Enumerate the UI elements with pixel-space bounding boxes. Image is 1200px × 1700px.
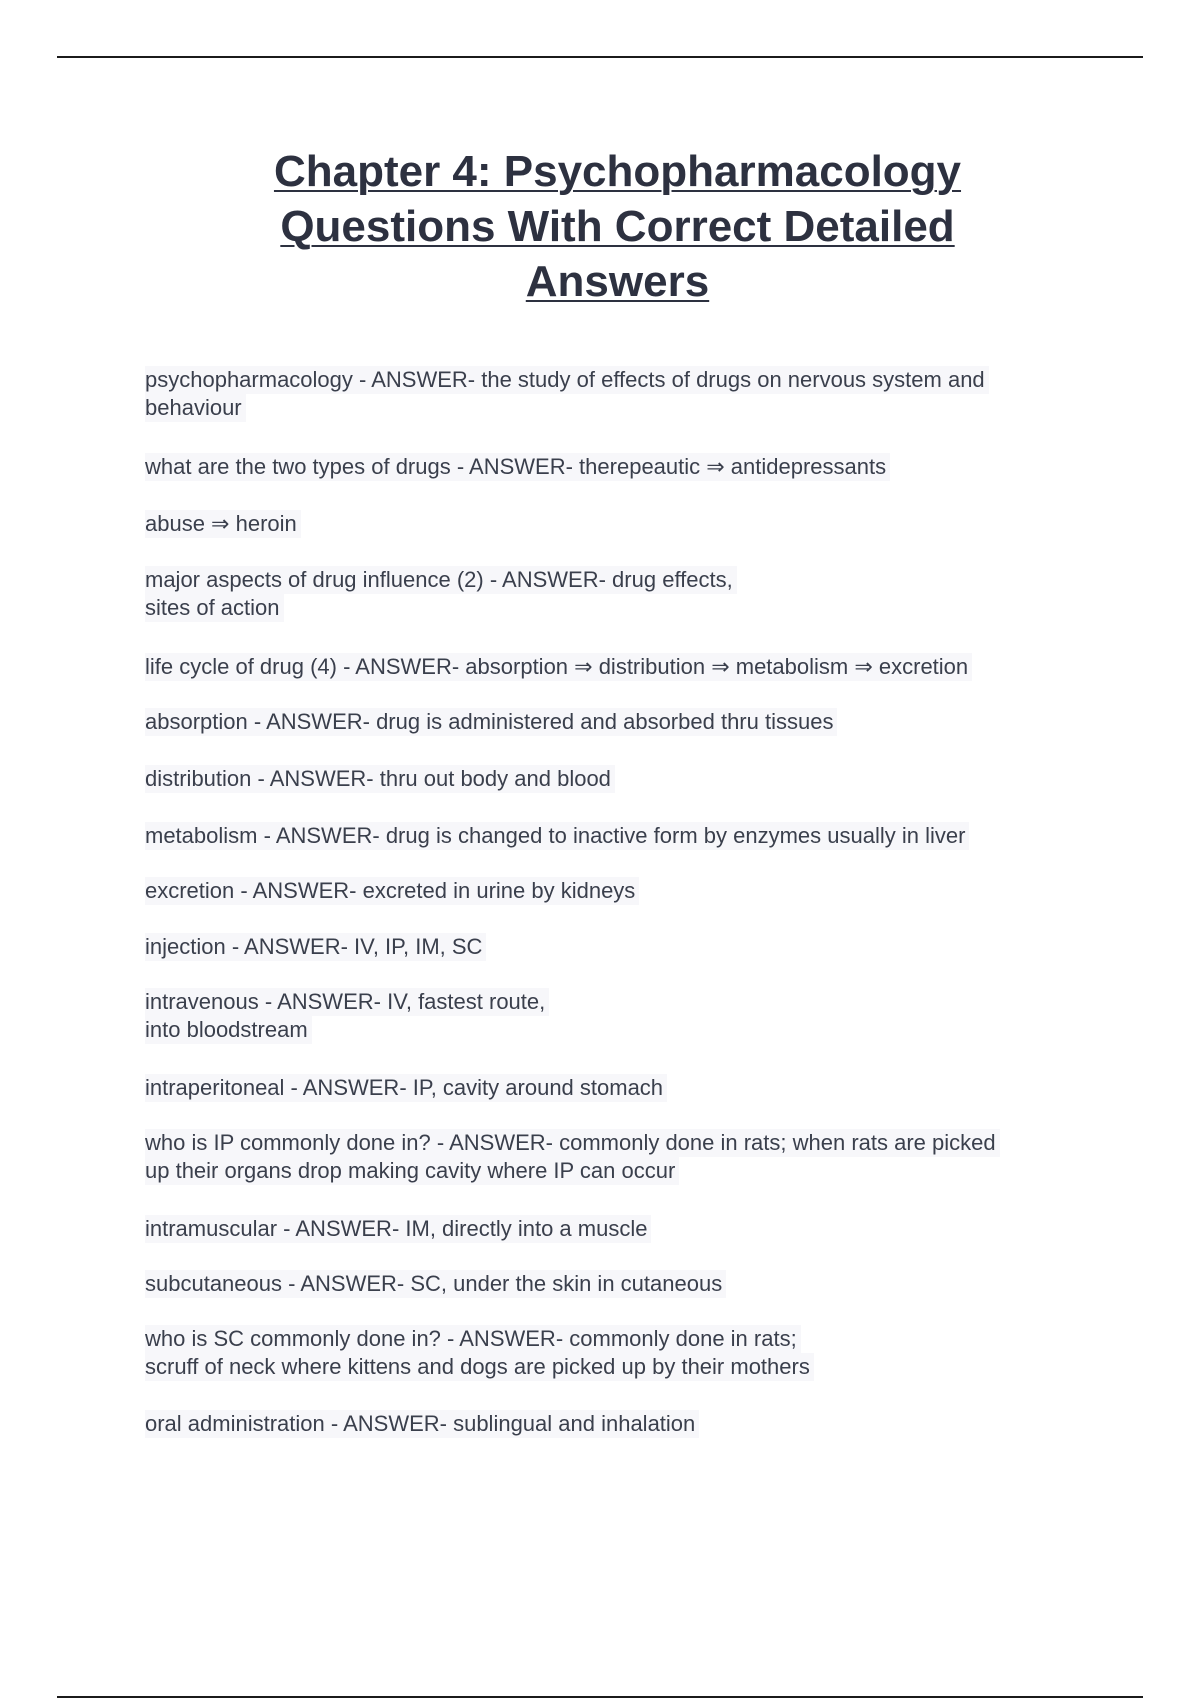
title-line-3: Answers: [525, 257, 710, 306]
qa-text-line: abuse ⇒ heroin: [145, 510, 301, 538]
qa-text-line: life cycle of drug (4) - ANSWER- absorption ⇒ distribution ⇒ metabolism ⇒ excretion: [145, 653, 972, 681]
qa-text-line: up their organs drop making cavity where IP can occur: [145, 1157, 679, 1185]
qa-text-line: who is SC commonly done in? - ANSWER- commonly done in rats;: [145, 1325, 801, 1353]
qa-text-line: who is IP commonly done in? - ANSWER- commonly done in rats; when rats are picked: [145, 1129, 1000, 1157]
qa-entry: [145, 366, 989, 422]
qa-entry: [145, 566, 737, 622]
qa-text-line: psychopharmacology - ANSWER- the study of effects of drugs on nervous system and: [145, 366, 989, 394]
qa-entry: [145, 653, 972, 681]
bottom-rule: [57, 1696, 1143, 1698]
qa-text-line: absorption - ANSWER- drug is administered and absorbed thru tissues: [145, 708, 837, 736]
qa-entry: [145, 1410, 699, 1438]
qa-entry: [145, 765, 615, 793]
qa-text-line: intraperitoneal - ANSWER- IP, cavity around stomach: [145, 1074, 667, 1102]
qa-text-line: injection - ANSWER- IV, IP, IM, SC: [145, 933, 486, 961]
qa-entry: [145, 1270, 726, 1298]
qa-text-line: sites of action: [145, 594, 284, 622]
qa-text-line: excretion - ANSWER- excreted in urine by kidneys: [145, 877, 639, 905]
qa-entry: [145, 933, 486, 961]
qa-text-line: subcutaneous - ANSWER- SC, under the skin in cutaneous: [145, 1270, 726, 1298]
qa-entry: [145, 708, 837, 736]
qa-entry: [145, 822, 969, 850]
qa-text-line: behaviour: [145, 394, 246, 422]
qa-entry: [145, 453, 890, 481]
qa-entry: [145, 1325, 814, 1381]
qa-text-line: what are the two types of drugs - ANSWER- therepeautic ⇒ antidepressants: [145, 453, 890, 481]
qa-entry: [145, 510, 301, 538]
qa-text-line: scruff of neck where kittens and dogs are picked up by their mothers: [145, 1353, 814, 1381]
qa-text-line: major aspects of drug influence (2) - ANSWER- drug effects,: [145, 566, 737, 594]
title-line-2: Questions With Correct Detailed: [280, 202, 955, 251]
qa-text-line: distribution - ANSWER- thru out body and blood: [145, 765, 615, 793]
qa-entry: [145, 877, 639, 905]
qa-text-line: metabolism - ANSWER- drug is changed to inactive form by enzymes usually in liver: [145, 822, 969, 850]
qa-text-line: oral administration - ANSWER- sublingual and inhalation: [145, 1410, 699, 1438]
qa-entry: [145, 1129, 1000, 1185]
title-line-1: Chapter 4: Psychopharmacology: [273, 147, 962, 196]
qa-text-line: intramuscular - ANSWER- IM, directly into a muscle: [145, 1215, 651, 1243]
qa-text-line: into bloodstream: [145, 1016, 312, 1044]
qa-text-line: intravenous - ANSWER- IV, fastest route,: [145, 988, 549, 1016]
qa-entry: [145, 1215, 651, 1243]
qa-entry: [145, 1074, 667, 1102]
qa-entry: [145, 988, 549, 1044]
page-title: [150, 144, 1085, 309]
top-rule: [57, 56, 1143, 58]
